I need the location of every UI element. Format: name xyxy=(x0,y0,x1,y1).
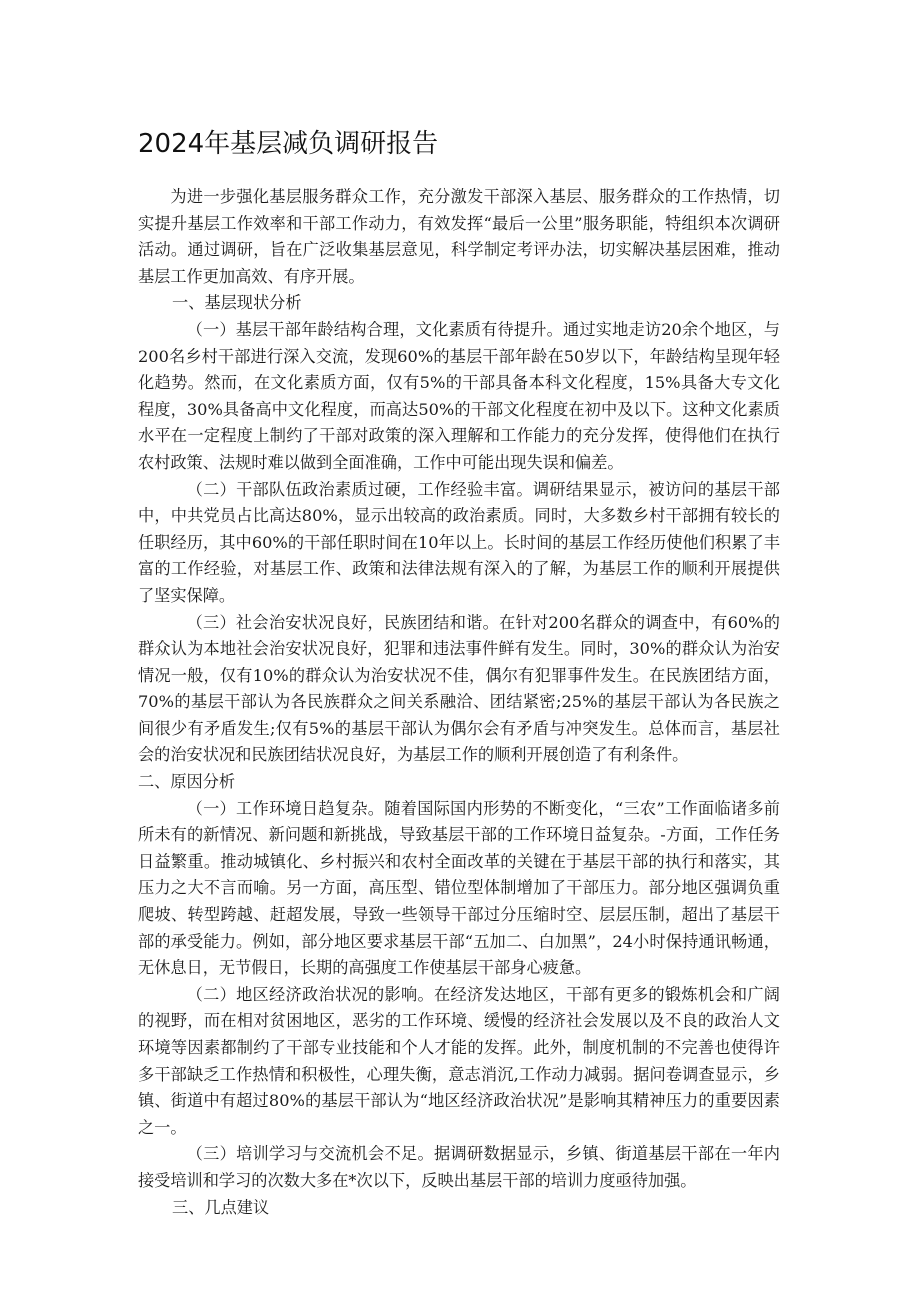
section2-paragraph-1: （一）工作环境日趋复杂。随着国际国内形势的不断变化，“三农”工作面临诸多前所未有的新情况、新问题和新挑战，导致基层干部的工作环境日益复杂。-方面，工作任务日益繁重。推动城镇化、乡村振兴和农村全面改革的关键在于基层干部的执行和落实，其压力之大不言而喻。另一方面，高压型、错位型体制增加了干部压力。部分地区强调负重爬坡、转型跨越、赶超发展，导致一些领导干部过分压缩时空、层层压制，超出了基层干部的承受能力。例如，部分地区要求基层干部“五加二、白加黑”，24小时保持通讯畅通，无休息日，无节假日，长期的高强度工作使基层干部身心疲惫。 xyxy=(138,798,780,978)
section2-paragraph-3: （三）培训学习与交流机会不足。据调研数据显示，乡镇、街道基层干部在一年内接受培训和学习的次数大多在*次以下，反映出基层干部的培训力度亟待加强。 xyxy=(138,1144,780,1190)
section-heading-1: 一、基层现状分析 xyxy=(172,293,302,313)
document-page xyxy=(138,126,780,1221)
section1-paragraph-3: （三）社会治安状况良好，民族团结和谐。在针对200名群众的调查中，有60%的群众认为本地社会治安状况良好，犯罪和违法事件鲜有发生。同时，30%的群众认为治安情况一般，仅有10%的群众认为治安状况不佳，偶尔有犯罪事件发生。在民族团结方面，70%的基层干部认为各民族群众之间关系融洽、团结紧密;25%的基层干部认为各民族之间很少有矛盾发生;仅有5%的基层干部认为偶尔会有矛盾与冲突发生。总体而言，基层社会的治安状况和民族团结状况良好，为基层工作的顺利开展创造了有利条件。 xyxy=(138,612,780,765)
page-title: 2024年基层减负调研报告 xyxy=(138,129,439,159)
section-heading-2: 二、原因分析 xyxy=(138,772,236,792)
section2-paragraph-2: （二）地区经济政治状况的影响。在经济发达地区，干部有更多的锻炼机会和广阔的视野，而在相对贫困地区，恶劣的工作环境、缓慢的经济社会发展以及不良的政治人文环境等因素都制约了干部专业技能和个人才能的发挥。此外，制度机制的不完善也使得许多干部缺乏工作热情和积极性，心理失衡，意志消沉,工作动力减弱。据问卷调查显示，乡镇、街道中有超过80%的基层干部认为“地区经济政治状况”是影响其精神压力的重要因素之一。 xyxy=(138,984,780,1137)
section1-paragraph-2: （二）干部队伍政治素质过硬，工作经验丰富。调研结果显示，被访问的基层干部中，中共党员占比高达80%，显示出较高的政治素质。同时，大多数乡村干部拥有较长的任职经历，其中60%的干部任职时间在10年以上。长时间的基层工作经历使他们积累了丰富的工作经验，对基层工作、政策和法律法规有深入的了解，为基层工作的顺利开展提供了坚实保障。 xyxy=(138,479,780,605)
section1-paragraph-1: （一）基层干部年龄结构合理，文化素质有待提升。通过实地走访20余个地区，与200名乡村干部进行深入交流，发现60%的基层干部年龄在50岁以下，年龄结构呈现年轻化趋势。然而，在文化素质方面，仅有5%的干部具备本科文化程度，15%具备大专文化程度，30%具备高中文化程度，而高达50%的干部文化程度在初中及以下。这种文化素质水平在一定程度上制约了干部对政策的深入理解和工作能力的充分发挥，使得他们在执行农村政策、法规时难以做到全面准确，工作中可能出现失误和偏差。 xyxy=(138,319,780,472)
section-heading-3: 三、几点建议 xyxy=(172,1197,270,1217)
intro-paragraph: 为进一步强化基层服务群众工作，充分激发干部深入基层、服务群众的工作热情，切实提升基层工作效率和干部工作动力，有效发挥“最后一公里”服务职能，特组织本次调研活动。通过调研，旨在广泛收集基层意见，科学制定考评办法，切实解决基层困难，推动基层工作更加高效、有序开展。 xyxy=(138,187,780,286)
